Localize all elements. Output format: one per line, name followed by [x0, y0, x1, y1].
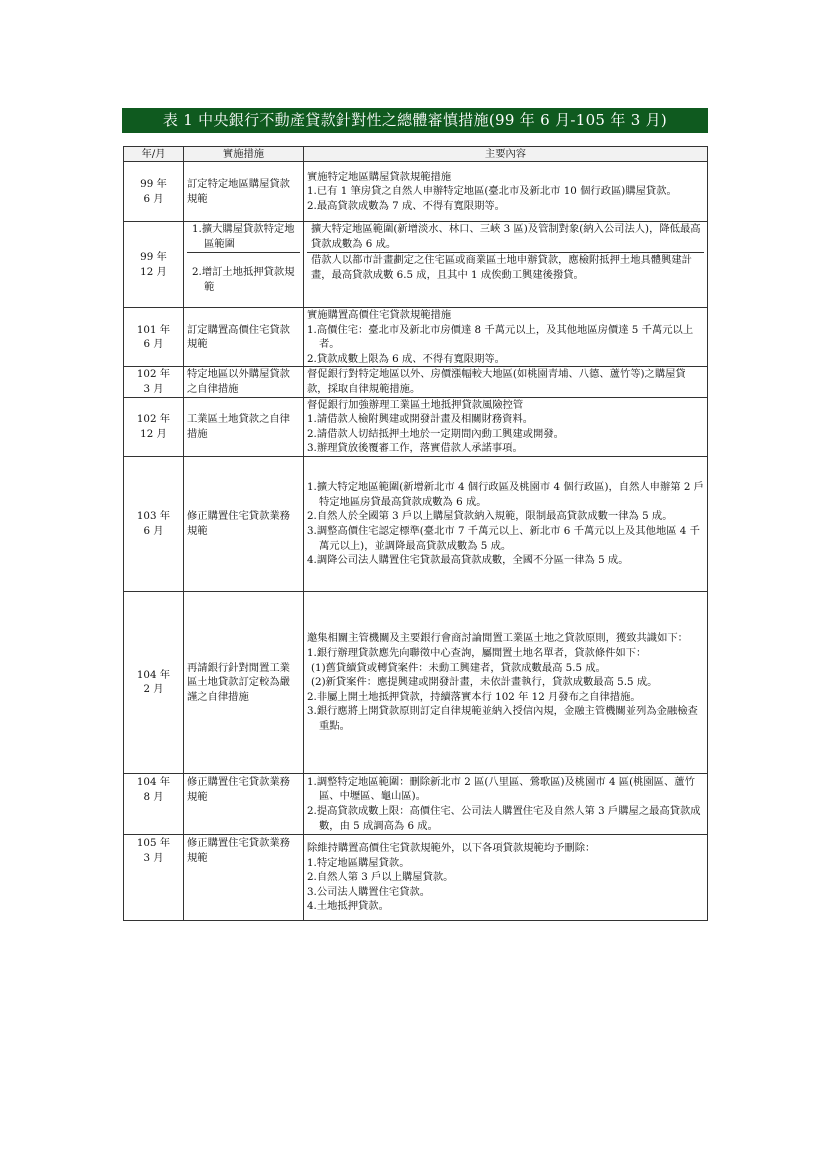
content-item: 3.公司法人購置住宅貸款。 — [307, 885, 431, 898]
table-row — [124, 367, 708, 397]
row-measure: 再請銀行針對閒置工業區土地貸款訂定較為嚴謹之自律措施 — [184, 591, 304, 773]
date-year: 99 年 — [140, 250, 167, 263]
date-month: 12 月 — [140, 265, 167, 278]
date-year: 103 年 — [136, 510, 171, 523]
content-item: 2.非屬上開土地抵押貸款，持續落實本行 102 年 12 月發布之自律措施。 — [307, 690, 641, 703]
content-item: 1.調整特定地區範圍：刪除新北市 2 區(八里區、鶯歌區)及桃園市 4 區(桃園區、蘆竹區、中壢區、龜山區)。 — [307, 775, 695, 803]
date-month: 6 月 — [143, 524, 164, 537]
row-date — [124, 834, 184, 920]
row-date — [124, 308, 184, 367]
row-content — [304, 456, 708, 591]
row-measure: 修正購置住宅貸款業務規範 — [184, 456, 304, 591]
row-date — [124, 591, 184, 773]
header-row — [124, 147, 708, 162]
content-item: 2.自然人於全國第 3 戶以上購屋貸款納入規範，限制最高貸款成數一律為 5 成。 — [307, 510, 673, 523]
content-item: 3.辦理貸放後覆審工作，落實借款人承諾事項。 — [307, 442, 523, 455]
header-content: 主要內容 — [304, 147, 708, 162]
content-line: 實施特定地區購屋貸款規範措施 — [307, 170, 452, 183]
date-year: 104 年 — [136, 775, 171, 788]
table-row — [124, 591, 708, 773]
row-measure: 訂定購置高價住宅貸款規範 — [184, 308, 304, 367]
content-item: 2.自然人第 3 戶以上購屋貸款。 — [307, 871, 454, 884]
date-month: 3 月 — [143, 382, 164, 395]
content-item: 1.請借款人檢附興建或開發計畫及相關財務資料。 — [307, 413, 534, 426]
row-date — [124, 456, 184, 591]
content-line: 實施購置高價住宅貸款規範措施 — [307, 309, 452, 321]
row-content — [304, 222, 708, 308]
content-item: 3.調整高價住宅認定標準(臺北市 7 千萬元以上、新北市 6 千萬元以上及其他地區 4 千萬元以上)，並調降最高貸款成數為 5 成。 — [307, 524, 700, 552]
content-item: 擴大特定地區範圍(新增淡水、林口、三峽 3 區)及管制對象(納入公司法人)，降低最高貸款成數為 6 成。 — [311, 223, 701, 250]
date-month: 8 月 — [143, 790, 164, 803]
table-row — [124, 397, 708, 456]
date-year: 104 年 — [136, 668, 171, 681]
content-item: 2.貸款成數上限為 6 成、不得有寬限期等。 — [307, 352, 505, 365]
row-measure: 修正購置住宅貸款業務規範 — [184, 773, 304, 834]
content-line: 督促銀行加強辦理工業區土地抵押貸款風險控管 — [307, 398, 524, 411]
content-subitem: (1)舊貸續貸或轉貸案件：未動工興建者，貸款成數最高 5.5 成。 — [311, 661, 606, 674]
content-item: 1.高價住宅：臺北市及新北市房價達 8 千萬元以上，及其他地區房價達 5 千萬元以上者。 — [307, 323, 694, 351]
date-year: 102 年 — [136, 368, 171, 381]
table-title: 表 1 中央銀行不動產貸款針對性之總體審慎措施(99 年 6 月-105 年 3 月) — [122, 108, 708, 133]
table-row — [124, 162, 708, 222]
row-content — [304, 773, 708, 834]
content-item: 2.最高貸款成數為 7 成、不得有寬限期等。 — [307, 199, 505, 212]
table-row — [124, 773, 708, 834]
date-year: 101 年 — [136, 323, 171, 336]
table-row — [124, 834, 708, 920]
date-year: 105 年 — [136, 836, 171, 849]
row-date — [124, 367, 184, 397]
policy-table — [123, 146, 708, 921]
measure-item — [187, 252, 300, 307]
row-date — [124, 397, 184, 456]
row-content — [304, 162, 708, 222]
row-date — [124, 773, 184, 834]
header-measure: 實施措施 — [184, 147, 304, 162]
content-item: 4.調降公司法人購置住宅貸款最高貸款成數，全國不分區一律為 5 成。 — [307, 554, 629, 567]
header-date: 年/月 — [124, 147, 184, 162]
date-month: 6 月 — [143, 192, 164, 205]
row-content — [304, 834, 708, 920]
row-date — [124, 162, 184, 222]
table-row — [124, 308, 708, 367]
content-item: 借款人以都市計畫劃定之住宅區或商業區土地申辦貸款，應檢附抵押土地具體興建計畫，最高貸款成數 6.5 成，且其中 1 成俟動工興建後撥貸。 — [307, 252, 704, 307]
table-row — [124, 222, 708, 308]
measure-item — [187, 222, 300, 252]
content-item: 1.特定地區購屋貸款。 — [307, 856, 410, 869]
content-line: 邀集相關主管機關及主要銀行會商討論閒置工業區土地之貸款原則，獲致共識如下： — [307, 632, 688, 645]
row-measure: 修正購置住宅貸款業務規範 — [184, 834, 304, 920]
row-measure — [184, 222, 304, 308]
content-item: 1.銀行辦理貸款應先向聯徵中心查詢，屬閒置土地名單者，貸款條件如下： — [307, 646, 647, 659]
content-item: 3.銀行應將上開貸款原則訂定自律規範並納入授信內規，金融主管機關並列為金融檢查重點。 — [307, 705, 698, 732]
row-measure: 工業區土地貸款之自律措施 — [184, 397, 304, 456]
row-content: 督促銀行對特定地區以外、房價漲幅較大地區(如桃園青埔、八德、蘆竹等)之購屋貸款，採取自律規範措施。 — [304, 367, 708, 397]
date-month: 2 月 — [143, 683, 164, 696]
date-month: 6 月 — [143, 338, 164, 351]
row-content — [304, 591, 708, 773]
table-row — [124, 456, 708, 591]
date-month: 12 月 — [140, 427, 167, 440]
content-item: 1.已有 1 筆房貸之自然人申辦特定地區(臺北市及新北市 10 個行政區)購屋貸款。 — [307, 185, 677, 198]
date-year: 99 年 — [140, 177, 167, 190]
content-item: 4.土地抵押貸款。 — [307, 900, 389, 913]
row-content — [304, 308, 708, 367]
content-item: 2.提高貸款成數上限：高價住宅、公司法人購置住宅及自然人第 3 戶購屋之最高貸款成數，由 5 成調高為 6 成。 — [307, 804, 701, 832]
measure-text: 2.增訂土地抵押貸款規範 — [192, 266, 295, 293]
row-content — [304, 397, 708, 456]
content-line: 除維持購置高價住宅貸款規範外，以下各項貸款規範均予刪除： — [307, 841, 596, 854]
content-subitem: (2)新貸案件：應提興建或開發計畫，未依計畫執行，貸款成數最高 5.5 成。 — [311, 676, 658, 689]
row-measure: 特定地區以外購屋貸款之自律措施 — [184, 367, 304, 397]
date-month: 3 月 — [143, 851, 164, 864]
content-item: 1.擴大特定地區範圍(新增新北市 4 個行政區及桃園市 4 個行政區)，自然人申辦第 2 戶特定地區房貸最高貸款成數為 6 成。 — [307, 481, 704, 508]
date-year: 102 年 — [136, 413, 171, 426]
measure-text: 1.擴大購屋貸款特定地區範圍 — [192, 223, 295, 250]
content-item: 2.請借款人切結抵押土地於一定期間內動工興建或開發。 — [307, 427, 564, 440]
row-date — [124, 222, 184, 308]
row-measure: 訂定特定地區購屋貸款規範 — [184, 162, 304, 222]
